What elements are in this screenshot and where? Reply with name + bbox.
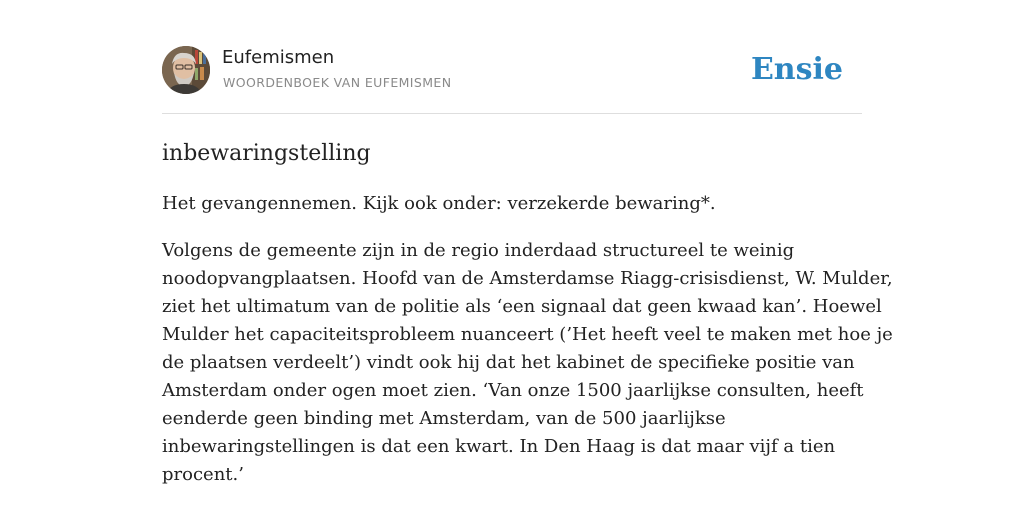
quote-line: ziet het ultimatum van de politie als ‘een signaal dat geen kwaad kan’. Hoewel bbox=[162, 296, 882, 317]
entry-quote bbox=[162, 237, 893, 489]
entry-definition: Het gevangennemen. Kijk ook onder: verzekerde bewaring*. bbox=[162, 193, 716, 214]
author-portrait-icon bbox=[162, 46, 210, 94]
quote-line: procent.’ bbox=[162, 464, 244, 485]
quote-line: Volgens de gemeente zijn in de regio inderdaad structureel te weinig bbox=[162, 240, 795, 261]
ensie-logo-link[interactable]: Ensie bbox=[750, 52, 843, 87]
quote-line: inbewaringstellingen is dat een kwart. In Den Haag is dat maar vijf a tien bbox=[162, 436, 836, 457]
author-name[interactable]: Eufemismen bbox=[222, 47, 335, 68]
quote-line: noodopvangplaatsen. Hoofd van de Amsterdamse Riagg-crisisdienst, W. Mulder, bbox=[162, 268, 893, 289]
author-subtitle[interactable]: WOORDENBOEK VAN EUFEMISMEN bbox=[223, 75, 452, 90]
quote-line: eenderde geen binding met Amsterdam, van de 500 jaarlijkse bbox=[162, 408, 726, 429]
quote-line: Amsterdam onder ogen moet zien. ‘Van onze 1500 jaarlijkse consulten, heeft bbox=[162, 380, 864, 401]
author-avatar[interactable] bbox=[162, 46, 210, 94]
entry-title: inbewaringstelling bbox=[162, 141, 371, 166]
entry-card bbox=[162, 46, 893, 489]
quote-line: de plaatsen verdeelt’) vindt ook hij dat het kabinet de specifieke positie van bbox=[162, 352, 855, 373]
entry-header bbox=[162, 46, 862, 114]
quote-line: Mulder het capaciteitsprobleem nuanceert (’Het heeft veel te maken met hoe je bbox=[162, 324, 893, 345]
